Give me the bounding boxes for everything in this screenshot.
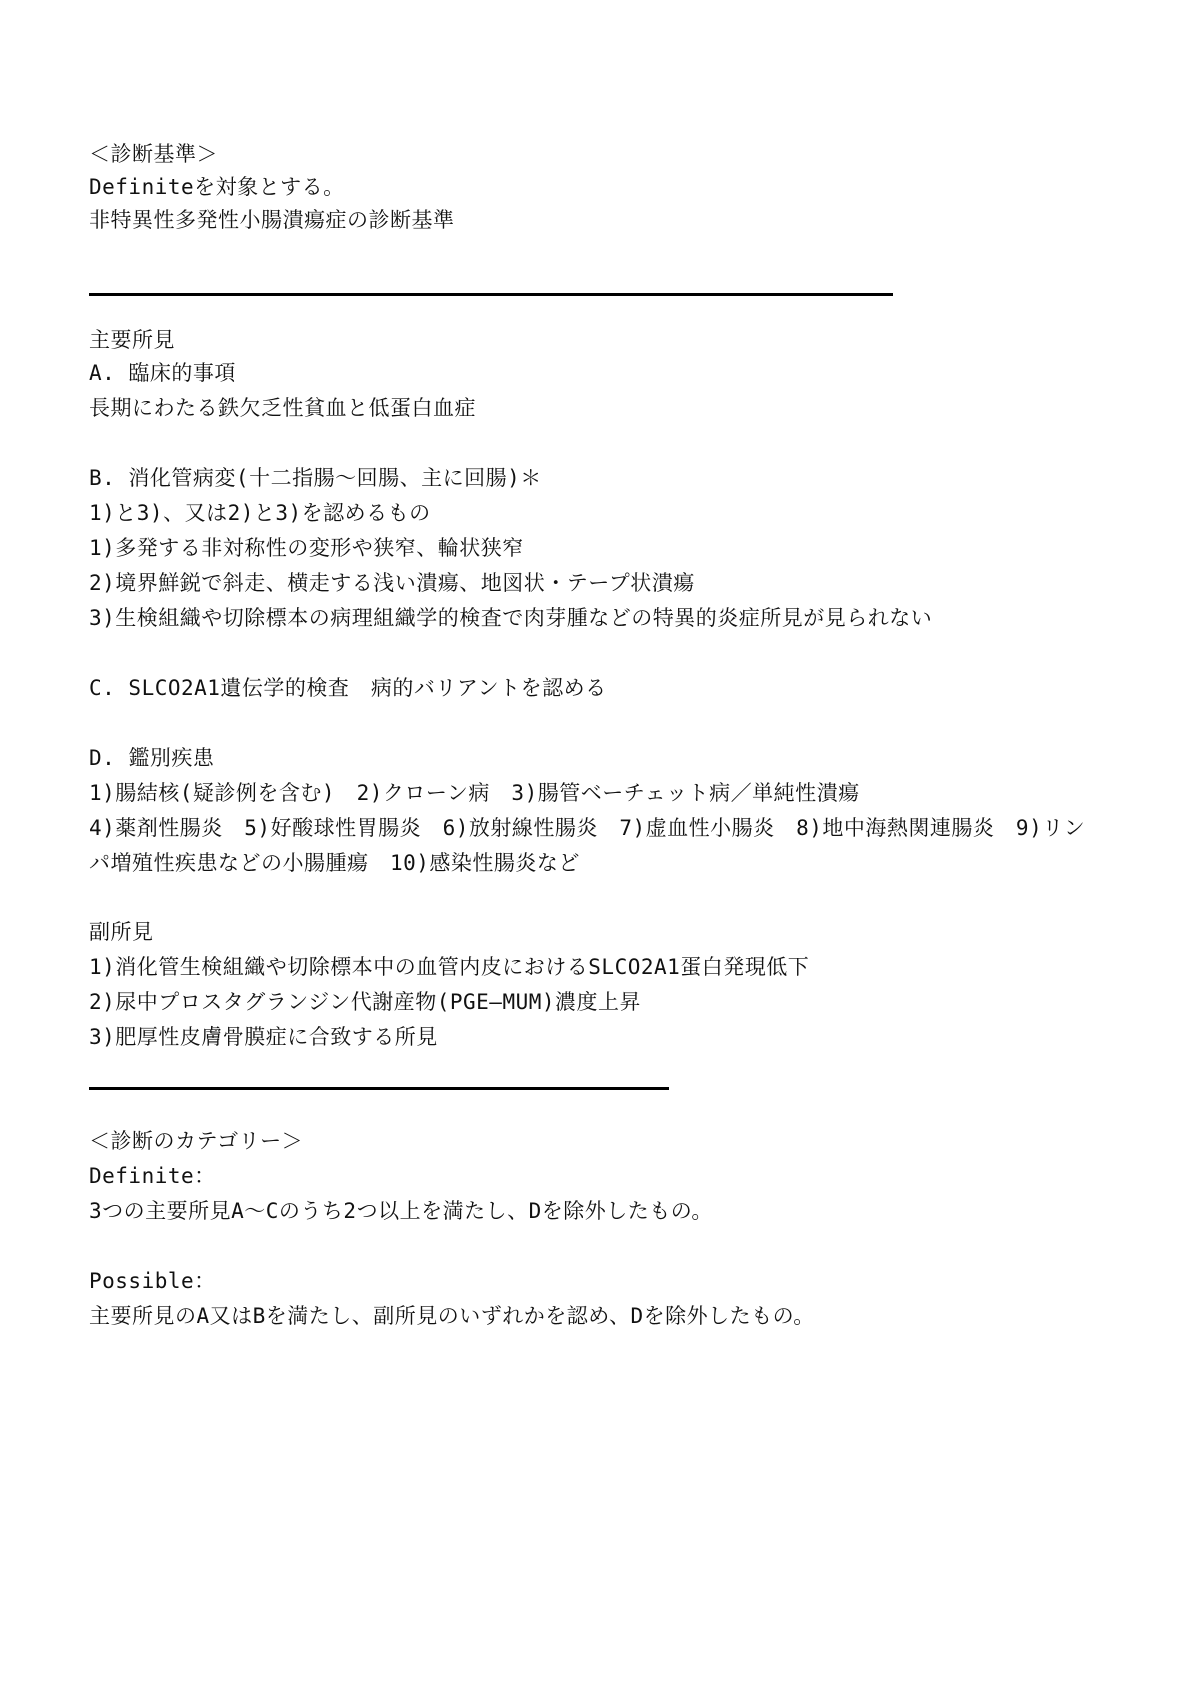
sub-finding-item: 1)消化管生検組織や切除標本中の血管内皮におけるSLCO2A1蛋白発現低下	[89, 955, 810, 979]
sub-findings-heading: 副所見	[89, 920, 154, 944]
section-title: ＜診断基準＞	[89, 142, 218, 166]
sub-finding-item: 3)肥厚性皮膚骨膜症に合致する所見	[89, 1025, 438, 1049]
main-findings-heading: 主要所見	[89, 328, 175, 352]
divider-top	[89, 293, 893, 296]
category-heading: ＜診断のカテゴリー＞	[89, 1129, 304, 1153]
section-b-item: 3)生検組織や切除標本の病理組織学的検査で肉芽腫などの特異的炎症所見が見られない	[89, 606, 933, 630]
section-a-text: 長期にわたる鉄欠乏性貧血と低蛋白血症	[89, 396, 476, 420]
target-line: Definiteを対象とする。	[89, 175, 345, 199]
definite-label: Definite：	[89, 1164, 216, 1188]
section-b-heading: B. 消化管病変(十二指腸〜回腸、主に回腸)＊	[89, 466, 542, 490]
divider-bottom	[89, 1087, 669, 1090]
possible-label: Possible：	[89, 1269, 216, 1293]
section-d-heading: D. 鑑別疾患	[89, 746, 215, 770]
section-d-line: 1)腸結核(疑診例を含む) 2)クローン病 3)腸管ベーチェット病／単純性潰瘍	[89, 781, 860, 805]
sub-finding-item: 2)尿中プロスタグランジン代謝産物(PGE―MUM)濃度上昇	[89, 990, 642, 1014]
definite-text: 3つの主要所見A〜Cのうち2つ以上を満たし、Dを除外したもの。	[89, 1199, 713, 1223]
possible-text: 主要所見のA又はBを満たし、副所見のいずれかを認め、Dを除外したもの。	[89, 1304, 815, 1328]
section-d-line: 4)薬剤性腸炎 5)好酸球性胃腸炎 6)放射線性腸炎 7)虚血性小腸炎 8)地中海熱関連腸炎 9)リン	[89, 816, 1086, 840]
section-b-item: 1)多発する非対称性の変形や狭窄、輪状狭窄	[89, 536, 524, 560]
criteria-title: 非特異性多発性小腸潰瘍症の診断基準	[89, 208, 455, 232]
section-c-text: C. SLCO2A1遺伝学的検査 病的バリアントを認める	[89, 676, 607, 700]
section-d-line: パ増殖性疾患などの小腸腫瘍 10)感染性腸炎など	[89, 851, 580, 875]
section-b-item: 2)境界鮮鋭で斜走、横走する浅い潰瘍、地図状・テープ状潰瘍	[89, 571, 695, 595]
section-b-condition: 1)と3)、又は2)と3)を認めるもの	[89, 501, 431, 525]
section-a-heading: A. 臨床的事項	[89, 361, 236, 385]
